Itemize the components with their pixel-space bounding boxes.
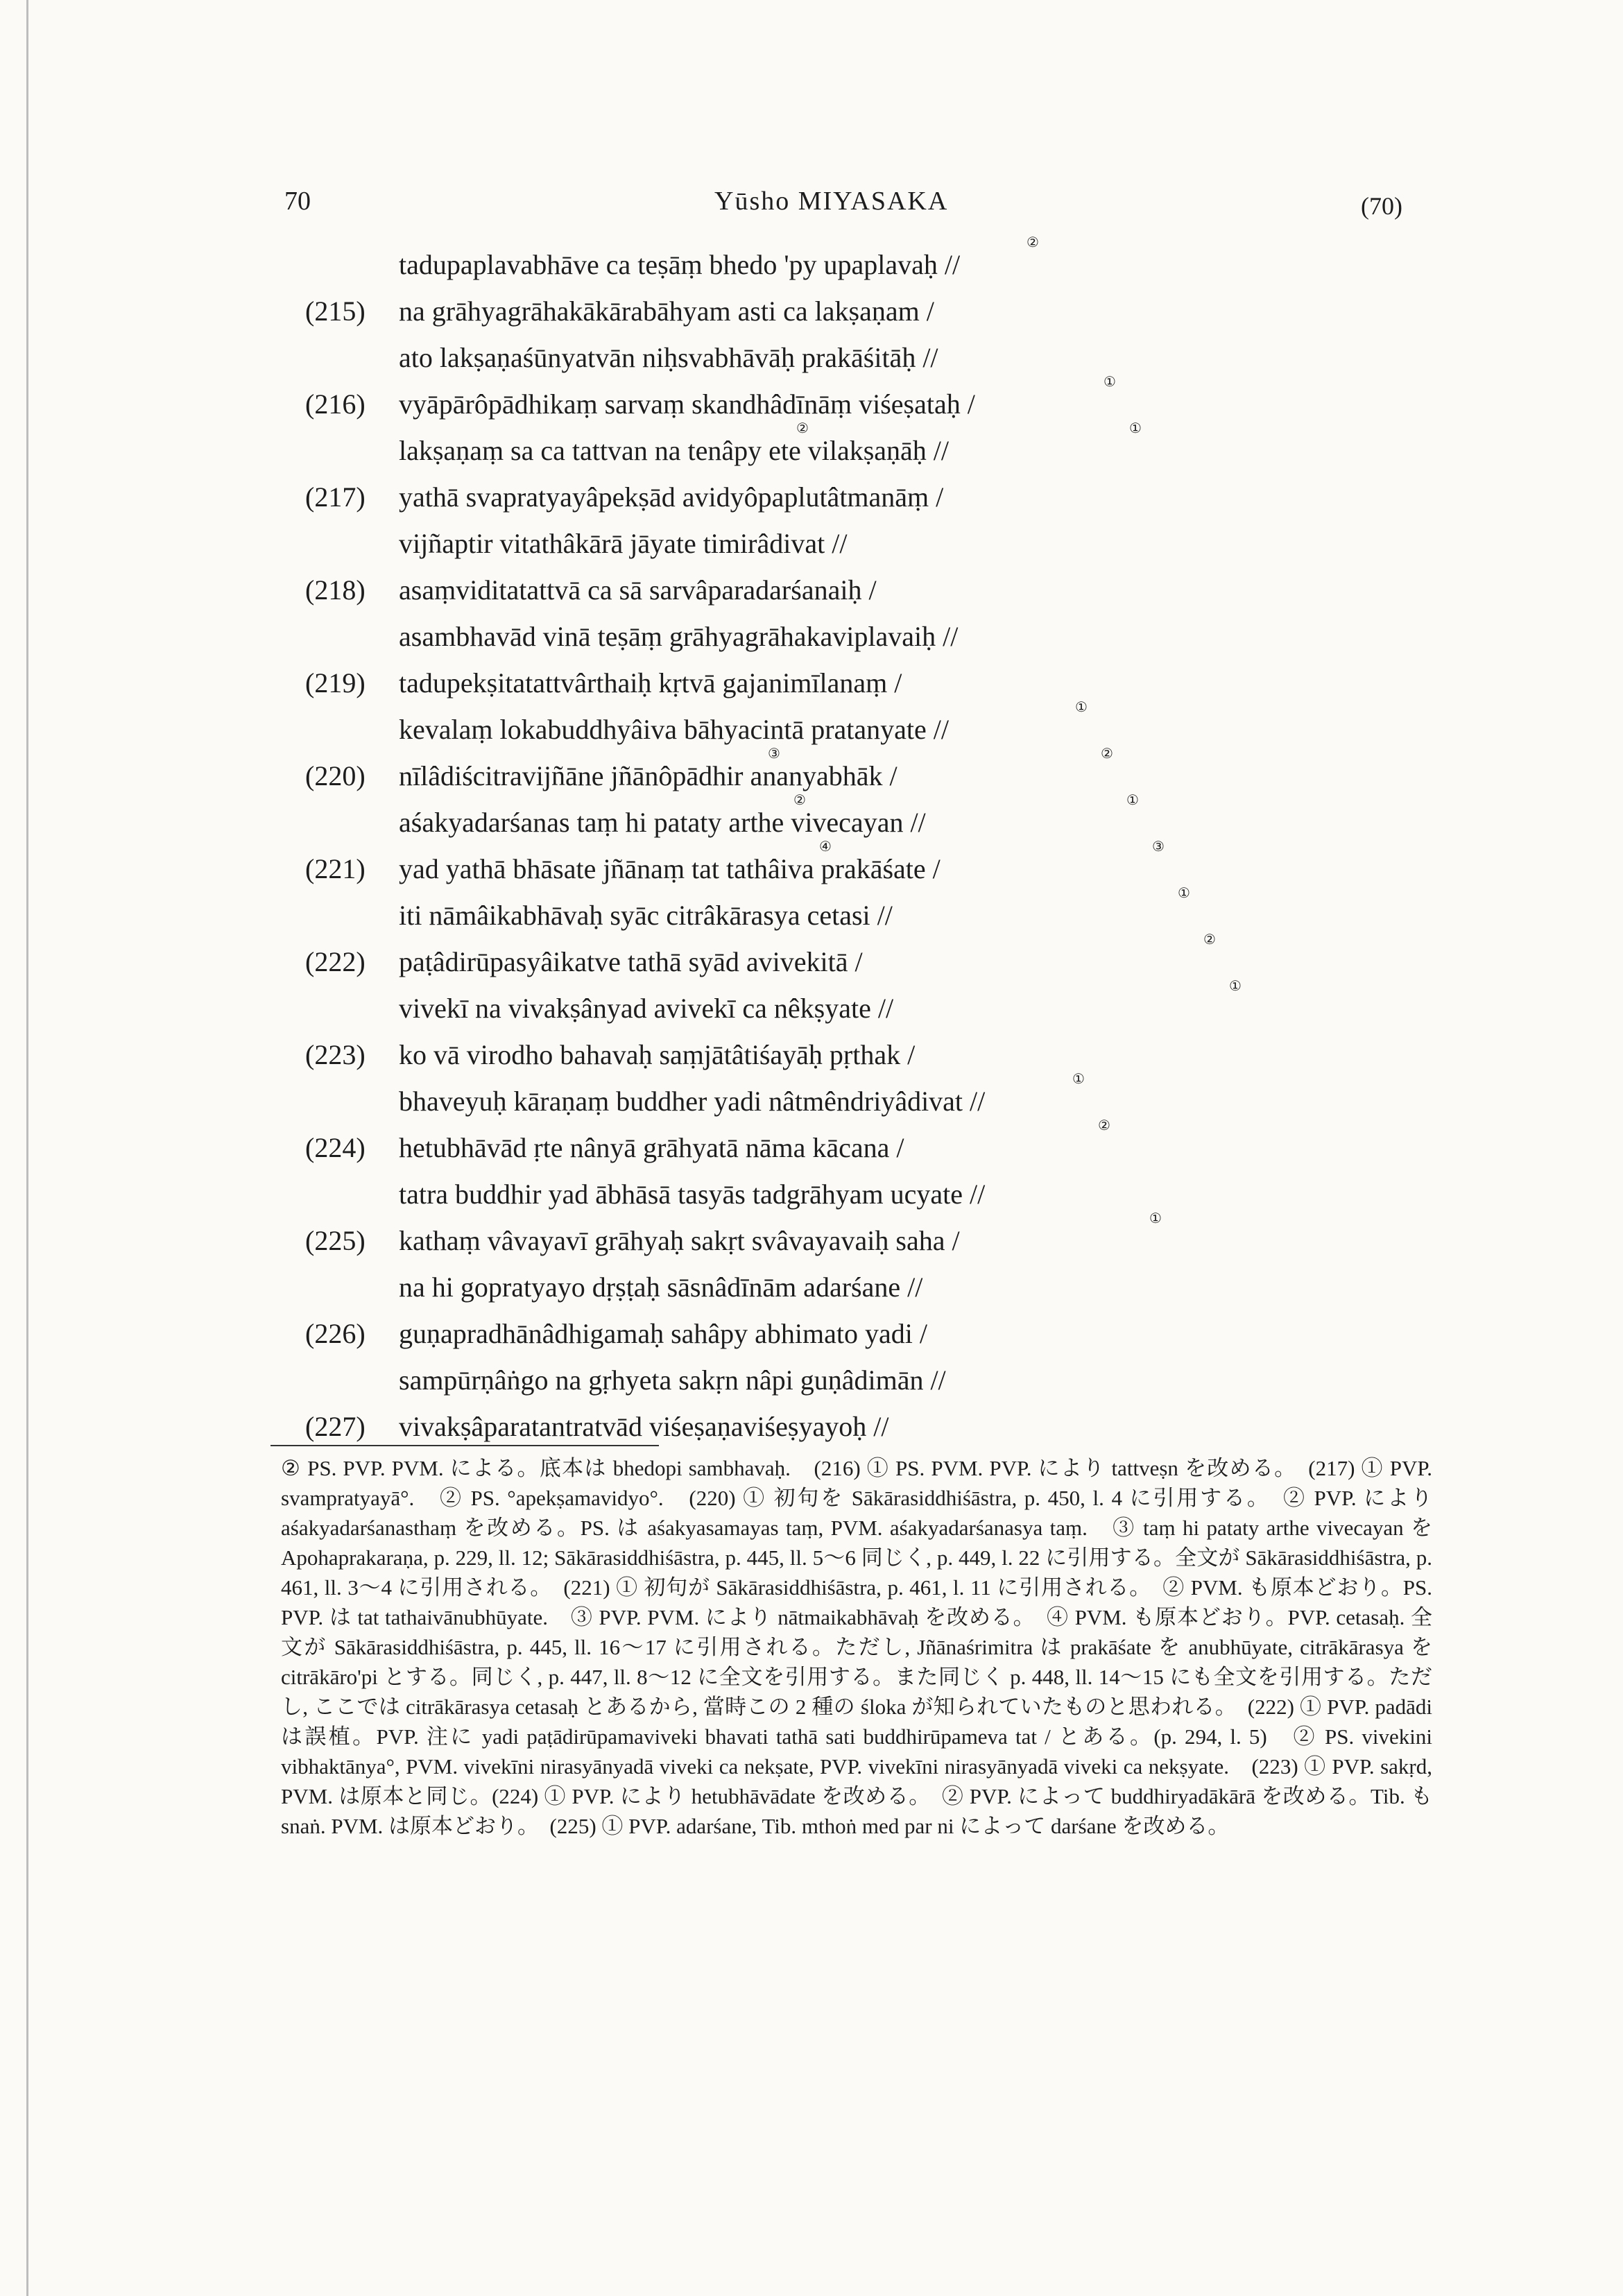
verse-line <box>305 1072 1498 1124</box>
verse-line <box>305 1211 1498 1264</box>
footnote-marker: ② <box>1098 1118 1110 1133</box>
verse-line <box>305 1403 1498 1450</box>
verse-block <box>305 235 1498 1450</box>
footnote-text: ② PS. PVP. PVM. による。底本は bhedopi sambhavaḥ. (216) ① PS. PVM. PVP. により tattveṣn を改める。 (217) ① PVP. svampratyayā°. ② PS. °apekṣamavidyo°. (220) ① 初句を Sākārasiddhiśāstra, p. 450, l. 4 に引用する。 ② PVP. により aśakyadarśanasthaṃ を改める。PS. は aśakyasamayas taṃ, PVM. aśakyadarśanasya taṃ. ③ taṃ hi pataty arthe vivecayan を Apohaprakaraṇa, p. 229, ll. 12; Sākārasiddhiśāstra, p. 445, ll. 5～6 同じく, p. 449, l. 22 に引用する。全文が Sākārasiddhiśāstra, p. 461, ll. 3～4 に引用される。 (221) ① 初句が Sākārasiddhiśāstra, p. 461, l. 11 に引用される。 ② PVM. も原本どおり。PS. PVP. は tat tathaivānubhūyate. ③ PVP. PVM. により nātmaikabhāvaḥ を改める。 ④ PVM. も原本どおり。PVP. cetasaḥ. 全文が Sākārasiddhiśāstra, p. 445, ll. 16～17 に引用される。ただし, Jñānaśrimitra は prakāśate を anubhūyate, citrākārasya を citrākāro'pi とする。同じく, p. 447, ll. 8～12 に全文を引用する。また同じく p. 448, ll. 14～15 にも全文を引用する。ただし, ここでは citrākārasya cetasaḥ とあるから, 當時この 2 種の śloka が知られていたものと思われる。 (222) ① PVP. padādi は誤植。PVP. 注に yadi paṭādirūpamaviveki bhavati tathā sati buddhirūpameva tat / とある。(p. 294, l. 5) ② PS. vivekini vibhaktānya°, PVM. vivekīni nirasyānyadā viveki ca nekṣate, PVP. vivekīni nirasyānyadā viveki ca nekṣyate. (223) ① PVP. sakṛd, PVM. は原本と同じ。(224) ① PVP. により hetubhāvādate を改める。 ② PVP. によって buddhiryadākārā を改める。Tib. も snaṅ. PVM. は原本どおり。 (225) ① PVP. adarśane, Tib. mthoṅ med par ni によって darśane を改める。 <box>281 1456 1432 1838</box>
verse-line <box>305 567 1498 613</box>
verse-line <box>305 235 1498 288</box>
verse-number: (227) <box>305 1411 366 1442</box>
verse-text: aśakyadarśanas taṃ hi pataty arthe vivecayan // <box>399 807 926 838</box>
verse-number: (220) <box>305 760 366 791</box>
verse-line <box>305 474 1498 520</box>
verse-line <box>305 520 1498 567</box>
verse-text: yad yathā bhāsate jñānaṃ tat tathâiva prakāśate / <box>399 853 941 884</box>
verse-text: vyāpārôpādhikaṃ sarvaṃ skandhâdīnāṃ viśeṣataḥ / <box>399 388 975 420</box>
footnote-marker: ① <box>1129 421 1142 436</box>
verse-text: ato lakṣaṇaśūnyatvān niḥsvabhāvāḥ prakāśitāḥ // <box>399 342 938 373</box>
verse-text: tatra buddhir yad ābhāsā tasyās tadgrāhyam ucyate // <box>399 1179 986 1210</box>
footnote-marker: ② <box>793 793 806 808</box>
verse-line <box>305 375 1498 427</box>
verse-line <box>305 979 1498 1031</box>
verse-text: na hi gopratyayo dṛṣṭaḥ sāsnâdīnām adarśane // <box>399 1271 923 1303</box>
verse-number: (217) <box>305 481 366 513</box>
verse-text: asambhavād vinā teṣāṃ grāhyagrāhakaviplavaiḥ // <box>399 621 959 652</box>
footnote-marker: ③ <box>768 746 780 762</box>
page-number-right: (70) <box>1361 192 1402 220</box>
verse-line <box>305 1357 1498 1403</box>
verse-text: tadupaplavabhāve ca teṣāṃ bhedo 'py upaplavaḥ // <box>399 249 961 280</box>
scan-edge-line <box>26 0 28 2296</box>
footnote-marker: ② <box>1027 235 1039 250</box>
verse-number: (225) <box>305 1225 366 1256</box>
verse-text: paṭâdirūpasyâikatve tathā syād avivekitā / <box>399 946 863 977</box>
verse-line <box>305 613 1498 660</box>
verse-text: vijñaptir vitathâkārā jāyate timirâdivat // <box>399 528 848 559</box>
verse-number: (218) <box>305 574 366 606</box>
page-number-left: 70 <box>284 187 311 216</box>
verse-line <box>305 1310 1498 1357</box>
verse-text: kevalaṃ lokabuddhyâiva bāhyacintā pratanyate // <box>399 714 950 745</box>
verse-text: nīlâdiścitravijñāne jñānôpādhir ananyabhāk / <box>399 760 898 791</box>
verse-text: hetubhāvād ṛte nânyā grāhyatā nāma kācana / <box>399 1132 904 1163</box>
footnote-marker: ① <box>1126 793 1139 808</box>
verse-line <box>305 1171 1498 1217</box>
footnote-marker: ① <box>1072 1072 1085 1087</box>
verse-line <box>305 1031 1498 1078</box>
verse-line <box>305 839 1498 892</box>
verse-number: (224) <box>305 1132 366 1163</box>
verse-line <box>305 1264 1498 1310</box>
verse-line <box>305 746 1498 799</box>
verse-line <box>305 700 1498 753</box>
verse-number: (221) <box>305 853 366 884</box>
verse-number: (223) <box>305 1039 366 1070</box>
footnote-marker: ② <box>1101 746 1113 762</box>
footnote-marker: ① <box>1075 700 1088 715</box>
verse-text: iti nāmâikabhāvaḥ syāc citrâkārasya cetasi // <box>399 900 893 931</box>
verse-text: asaṃviditatattvā ca sā sarvâparadarśanaiḥ / <box>399 574 877 606</box>
footnote-marker: ② <box>1203 932 1216 948</box>
verse-line <box>305 932 1498 985</box>
footnote-marker: ④ <box>819 839 832 855</box>
verse-text: sampūrṇâṅgo na gṛhyeta sakṛn nâpi guṇâdimān // <box>399 1364 946 1396</box>
verse-line <box>305 288 1498 334</box>
verse-number: (226) <box>305 1318 366 1349</box>
verse-line <box>305 793 1498 846</box>
verse-line <box>305 1118 1498 1171</box>
verse-line <box>305 660 1498 706</box>
footnote-marker: ① <box>1178 886 1190 901</box>
verse-number: (215) <box>305 295 366 327</box>
footnote-marker: ① <box>1104 375 1116 390</box>
verse-text: guṇapradhānâdhigamaḥ sahâpy abhimato yadi / <box>399 1318 927 1349</box>
verse-text: tadupekṣitatattvârthaiḥ kṛtvā gajanimīlanaṃ / <box>399 667 902 699</box>
footnote-rule <box>270 1445 659 1446</box>
verse-text: yathā svapratyayâpekṣād avidyôpaplutâtmanāṃ / <box>399 481 944 513</box>
page-header <box>0 186 1623 228</box>
footnote-marker: ② <box>796 421 809 436</box>
verse-number: (219) <box>305 667 366 699</box>
footnote-marker: ① <box>1149 1211 1162 1226</box>
verse-line <box>305 334 1498 381</box>
footnotes <box>281 1453 1432 1841</box>
verse-number: (216) <box>305 388 366 420</box>
verse-text: ko vā virodho bahavaḥ saṃjātâtiśayāḥ pṛthak / <box>399 1039 916 1070</box>
verse-text: na grāhyagrāhakākārabāhyam asti ca lakṣaṇam / <box>399 295 934 327</box>
verse-text: vivakṣâparatantratvād viśeṣaṇaviśeṣyayoḥ // <box>399 1411 889 1442</box>
footnote-marker: ① <box>1229 979 1242 994</box>
verse-text: vivekī na vivakṣânyad avivekī ca nêkṣyate // <box>399 993 894 1024</box>
running-title: Yūsho MIYASAKA <box>714 187 949 216</box>
verse-line <box>305 421 1498 474</box>
verse-line <box>305 886 1498 939</box>
verse-text: bhaveyuḥ kāraṇaṃ buddher yadi nâtmêndriyâdivat // <box>399 1086 986 1117</box>
verse-number: (222) <box>305 946 366 977</box>
footnote-marker: ③ <box>1152 839 1165 855</box>
verse-text: kathaṃ vâvayavī grāhyaḥ sakṛt svâvayavaiḥ saha / <box>399 1225 960 1256</box>
verse-text: lakṣaṇaṃ sa ca tattvan na tenâpy ete vilakṣaṇāḥ // <box>399 435 950 466</box>
